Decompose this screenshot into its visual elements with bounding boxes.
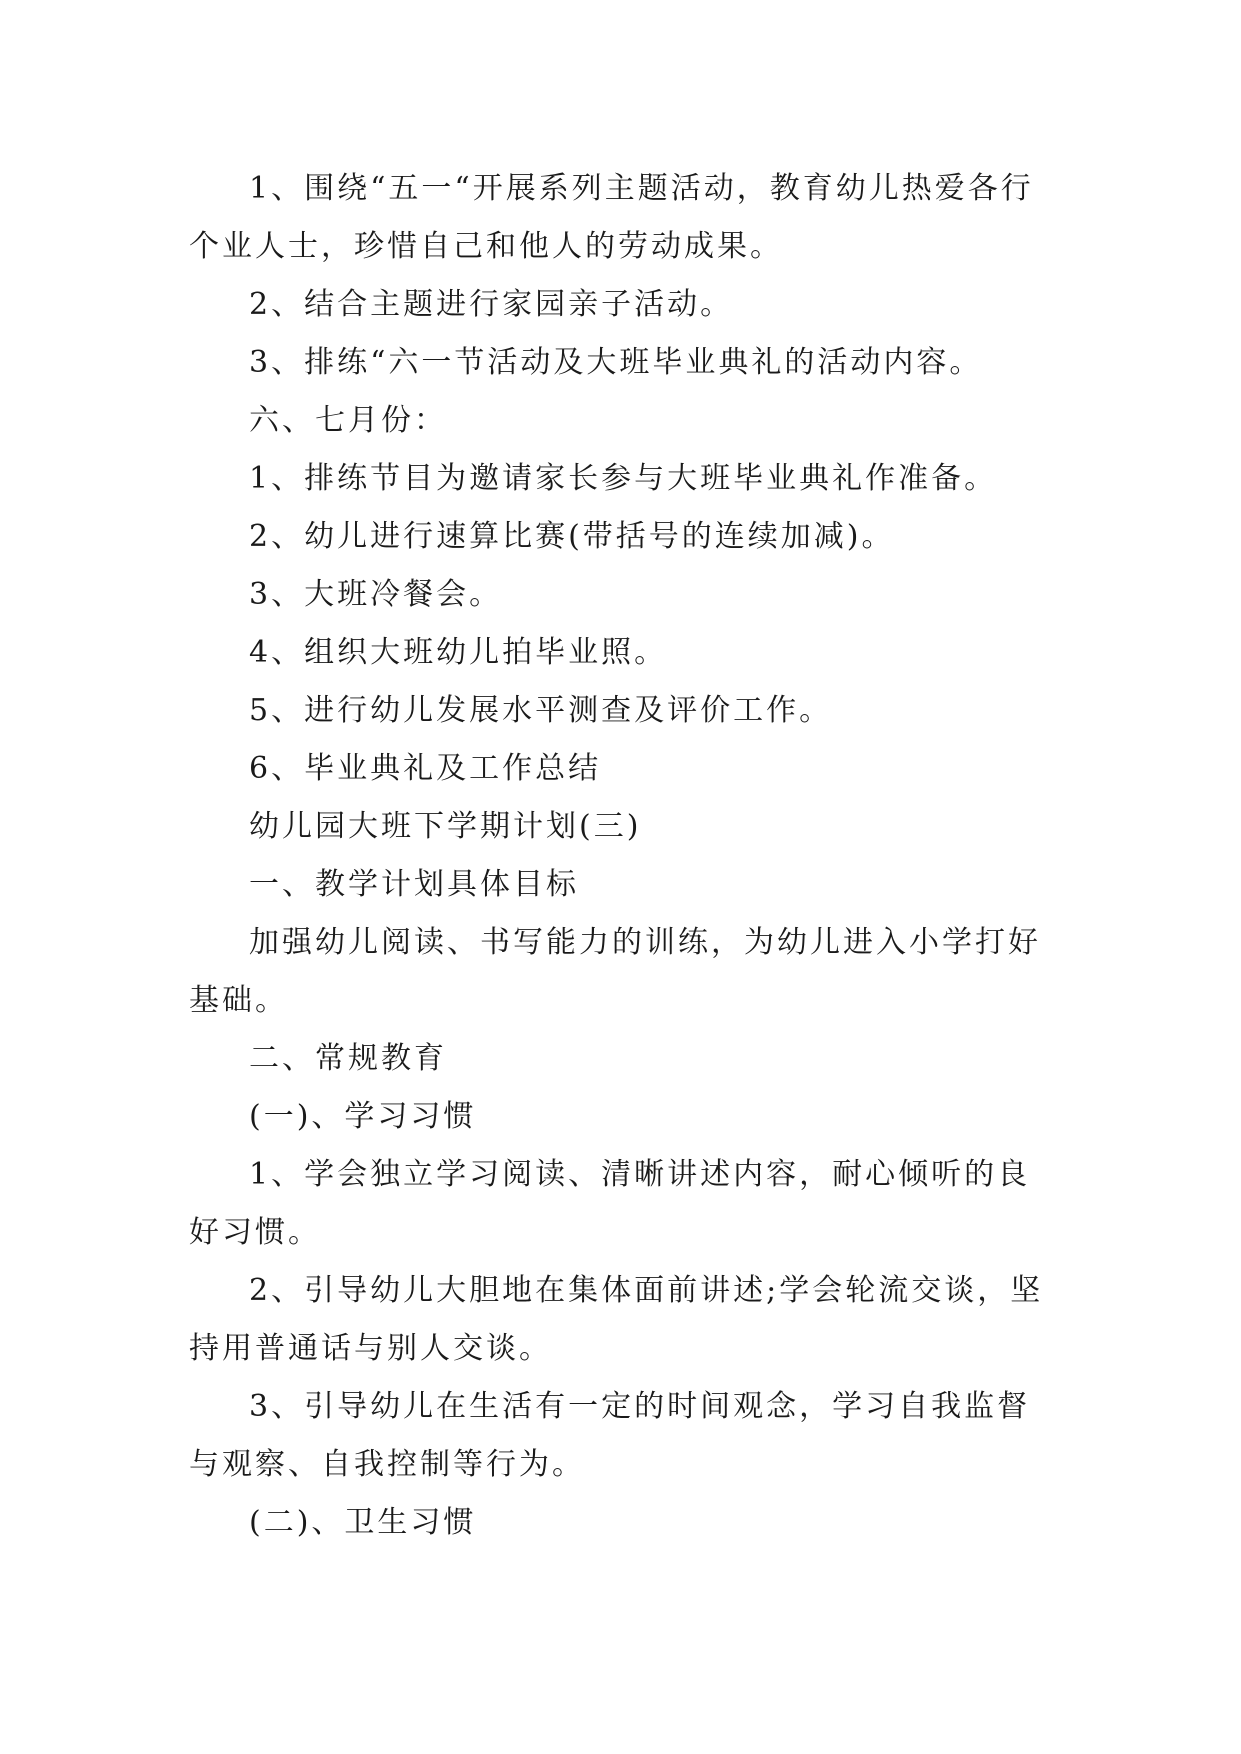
paragraph-5: 1、排练节目为邀请家长参与大班毕业典礼作准备。 <box>249 461 998 496</box>
subsection-heading-study-habits: (一)、学习习惯 <box>249 1099 477 1134</box>
paragraph-6: 2、幼儿进行速算比赛(带括号的连续加减)。 <box>249 519 895 554</box>
paragraph-9: 5、进行幼儿发展水平测查及评价工作。 <box>249 693 833 728</box>
paragraph-17: 2、引导幼儿大胆地在集体面前讲述;学会轮流交谈，坚持用普通话与别人交谈。 <box>189 1273 1044 1366</box>
document-title: 幼儿园大班下学期计划(三) <box>249 809 642 844</box>
paragraph-10: 6、毕业典礼及工作总结 <box>249 751 602 786</box>
subsection-heading-hygiene-habits: (二)、卫生习惯 <box>249 1505 477 1540</box>
paragraph-8: 4、组织大班幼儿拍毕业照。 <box>249 635 668 670</box>
section-heading-june-july: 六、七月份： <box>249 403 447 438</box>
section-heading-routine-education: 二、常规教育 <box>249 1041 447 1076</box>
paragraph-2: 2、结合主题进行家园亲子活动。 <box>249 287 734 322</box>
paragraph-1: 1、围绕“五一“开展系列主题活动，教育幼儿热爱各行个业人士，珍惜自己和他人的劳动成果。 <box>189 171 1034 264</box>
paragraph-18: 3、引导幼儿在生活有一定的时间观念，学习自我监督与观察、自我控制等行为。 <box>189 1389 1031 1482</box>
paragraph-16: 1、学会独立学习阅读、清晰讲述内容，耐心倾听的良好习惯。 <box>189 1157 1031 1250</box>
section-heading-teaching-goals: 一、教学计划具体目标 <box>249 867 579 902</box>
paragraph-7: 3、大班冷餐会。 <box>249 577 503 612</box>
paragraph-13: 加强幼儿阅读、书写能力的训练，为幼儿进入小学打好基础。 <box>189 925 1041 1018</box>
document-body <box>189 160 1049 1552</box>
paragraph-3: 3、排练“六一节活动及大班毕业典礼的活动内容。 <box>249 345 983 380</box>
